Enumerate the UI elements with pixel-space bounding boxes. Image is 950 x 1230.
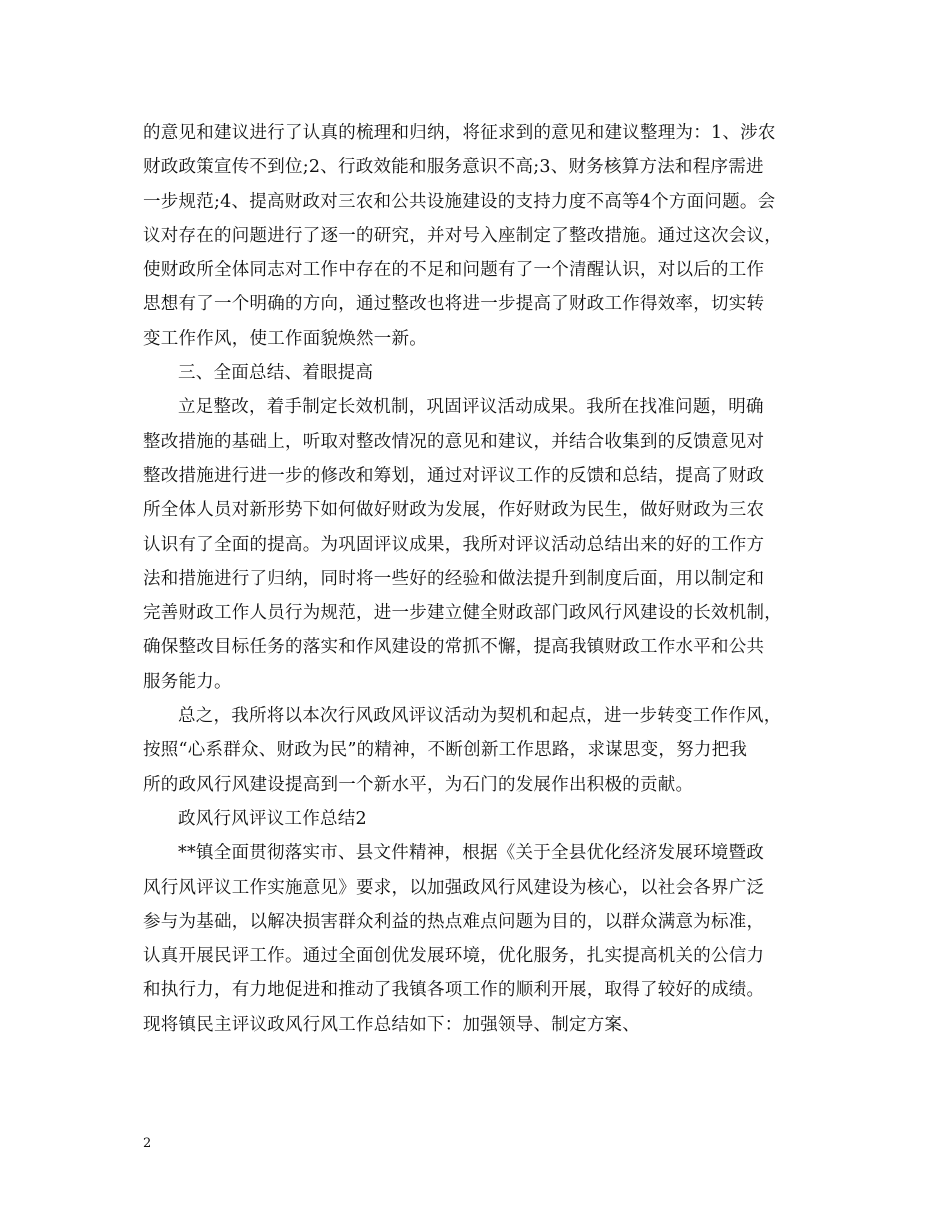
text-line: 立足整改，着手制定长效机制，巩固评议活动成果。我所在找准问题，明确 <box>178 397 764 418</box>
text-line: 变工作作风，使工作面貌焕然一新。 <box>143 328 427 349</box>
text-line: 认识有了全面的提高。为巩固评议成果，我所对评议活动总结出来的好的工作方 <box>143 534 765 555</box>
text-line: 议对存在的问题进行了逐一的研究，并对号入座制定了整改措施。通过这次会议， <box>143 225 782 246</box>
text-line: 政风行风评议工作总结2 <box>178 808 367 829</box>
text-line: 服务能力。 <box>143 671 232 692</box>
text-line: 思想有了一个明确的方向，通过整改也将进一步提高了财政工作得效率，切实转 <box>143 294 765 315</box>
text-line: 财政政策宣传不到位;2、行政效能和服务意识不高;3、财务核算方法和程序需进 <box>143 157 764 178</box>
page-number: 2 <box>143 1136 152 1151</box>
text-line: 的意见和建议进行了认真的梳理和归纳，将征求到的意见和建议整理为：1、涉农 <box>143 123 776 143</box>
text-line: 三、全面总结、着眼提高 <box>178 363 374 384</box>
body-text <box>143 116 803 1042</box>
text-line: 总之，我所将以本次行风政风评议活动为契机和起点，进一步转变工作作风， <box>178 706 782 727</box>
text-line: 法和措施进行了归纳，同时将一些好的经验和做法提升到制度后面，用以制定和 <box>143 568 765 589</box>
text-line: 参与为基础，以解决损害群众利益的热点难点问题为目的，以群众满意为标准， <box>143 911 765 932</box>
text-line: 一步规范;4、提高财政对三农和公共设施建设的支持力度不高等4个方面问题。会 <box>143 191 776 212</box>
text-line: 现将镇民主评议政风行风工作总结如下：加强领导、制定方案、 <box>143 1014 640 1035</box>
text-line: 所的政风行风建设提高到一个新水平，为石门的发展作出积极的贡献。 <box>143 774 694 795</box>
text-line: 和执行力，有力地促进和推动了我镇各项工作的顺利开展，取得了较好的成绩。 <box>143 980 765 1001</box>
text-line: 风行风评议工作实施意见》要求，以加强政风行风建设为核心，以社会各界广泛 <box>143 877 765 898</box>
text-line: 确保整改目标任务的落实和作风建设的常抓不懈，提高我镇财政工作水平和公共 <box>143 637 765 658</box>
text-line: 整改措施的基础上，听取对整改情况的意见和建议，并结合收集到的反馈意见对 <box>143 431 765 452</box>
text-line: **镇全面贯彻落实市、县文件精神，根据《关于全县优化经济发展环境暨政 <box>178 843 764 864</box>
text-line: 按照“心系群众、财政为民”的精神，不断创新工作思路，求谋思变，努力把我 <box>143 740 748 761</box>
text-line: 完善财政工作人员行为规范，进一步建立健全财政部门政风行风建设的长效机制， <box>143 603 782 624</box>
text-line: 整改措施进行进一步的修改和筹划，通过对评议工作的反馈和总结，提高了财政 <box>143 465 765 486</box>
text-line: 使财政所全体同志对工作中存在的不足和问题有了一个清醒认识，对以后的工作 <box>143 260 765 281</box>
text-line: 认真开展民评工作。通过全面创优发展环境，优化服务，扎实提高机关的公信力 <box>143 946 765 967</box>
text-line: 所全体人员对新形势下如何做好财政为发展，作好财政为民生，做好财政为三农 <box>143 500 765 521</box>
